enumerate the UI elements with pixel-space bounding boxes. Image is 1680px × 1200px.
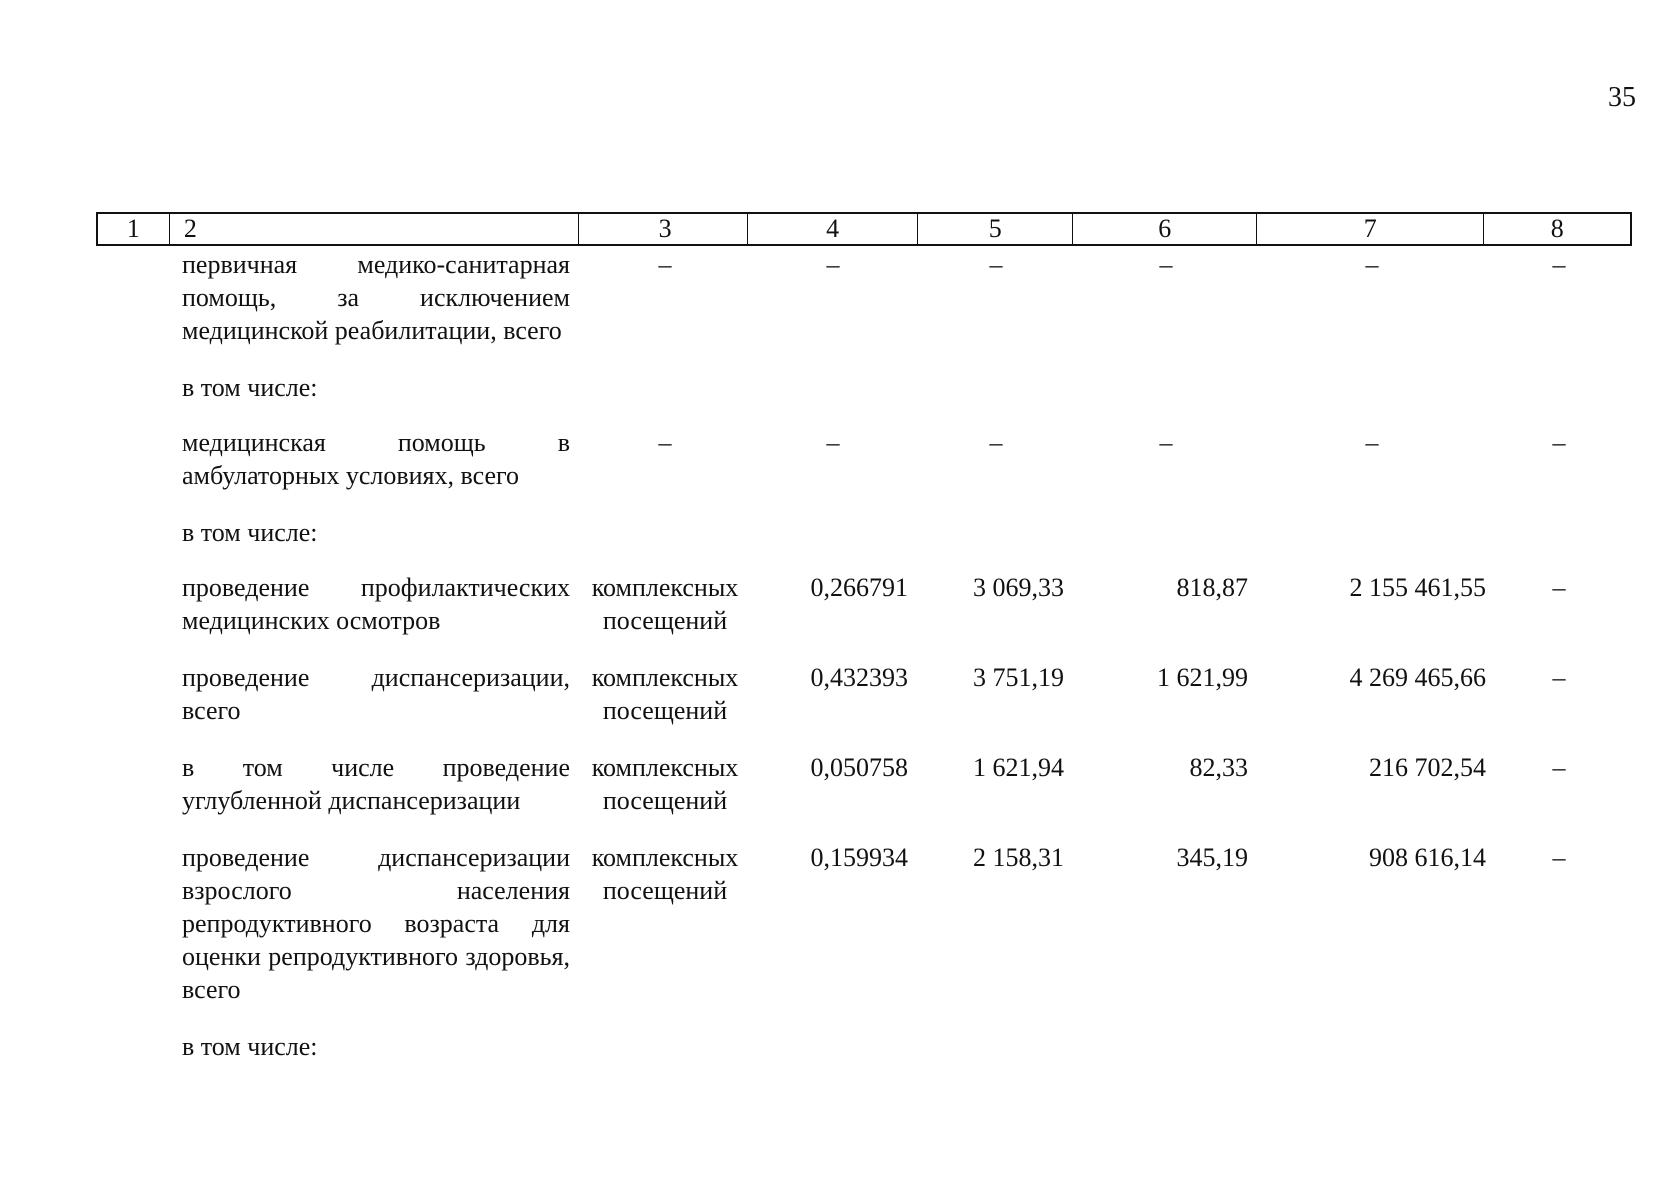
row-value-cell-6: – (1159, 250, 1173, 279)
row-number-cell (96, 1030, 168, 1063)
row-value-cell-6: – (1159, 428, 1173, 457)
table-row-subheading (96, 371, 1632, 404)
row-value-cell-7: 2 155 461,55 (1349, 573, 1486, 602)
table-row-subheading (96, 1030, 1632, 1063)
row-name-cell: медицинская помощь в амбулаторных условиях, всего (182, 428, 570, 490)
row-value-cell-7: – (1365, 428, 1379, 457)
header-cell-6: 6 (1073, 214, 1257, 244)
header-cell-5: 5 (918, 214, 1074, 244)
row-value-cell-8: – (1552, 663, 1566, 692)
row-number-cell (96, 571, 168, 637)
row-unit-cell: комплексных посещений (591, 573, 739, 635)
row-unit-cell: – (658, 250, 672, 279)
row-number-cell (96, 248, 168, 347)
row-value-cell-4: 0,266791 (810, 573, 908, 602)
row-value-cell-8: – (1552, 428, 1566, 457)
row-name-cell: проведение профилактических медицинских осмотров (182, 573, 570, 635)
row-value-cell-4: – (826, 250, 840, 279)
table-row (96, 661, 1632, 727)
row-value-cell-4: 0,159934 (810, 843, 908, 872)
row-value-cell-6: 345,19 (1176, 843, 1248, 872)
row-number-cell (96, 516, 168, 549)
row-value-cell-5: 1 621,94 (973, 753, 1064, 782)
row-value-cell-6: 82,33 (1189, 753, 1248, 782)
row-value-cell-5: – (989, 428, 1003, 457)
row-value-cell-4: 0,432393 (810, 663, 908, 692)
table-header-row (96, 212, 1632, 246)
table-body (96, 248, 1632, 1085)
row-unit-cell: комплексных посещений (591, 843, 739, 905)
row-value-cell-4: – (826, 428, 840, 457)
row-value-cell-7: 4 269 465,66 (1349, 663, 1486, 692)
row-name-cell: в том числе: (182, 373, 318, 402)
row-name-cell: первичная медико-санитарная помощь, за исключением медицинской реабилитации, всего (182, 250, 570, 345)
header-cell-4: 4 (748, 214, 918, 244)
row-unit-cell: комплексных посещений (591, 753, 739, 815)
row-value-cell-7: 216 702,54 (1369, 753, 1486, 782)
row-value-cell-5: 2 158,31 (973, 843, 1064, 872)
row-unit-cell: комплексных посещений (591, 663, 739, 725)
table-row (96, 426, 1632, 492)
row-name-cell: проведение диспансеризации, всего (182, 663, 570, 725)
header-cell-2: 2 (170, 214, 579, 244)
row-value-cell-5: 3 751,19 (973, 663, 1064, 692)
header-cell-1: 1 (98, 214, 170, 244)
row-value-cell-5: – (989, 250, 1003, 279)
row-value-cell-7: – (1365, 250, 1379, 279)
row-value-cell-5: 3 069,33 (973, 573, 1064, 602)
row-value-cell-8: – (1552, 250, 1566, 279)
row-number-cell (96, 371, 168, 404)
row-unit-cell: – (658, 428, 672, 457)
row-name-cell: в том числе: (182, 1032, 318, 1061)
page-number: 35 (1608, 82, 1636, 113)
header-cell-7: 7 (1257, 214, 1484, 244)
row-number-cell (96, 661, 168, 727)
row-name-cell: в том числе: (182, 518, 318, 547)
row-value-cell-6: 818,87 (1176, 573, 1248, 602)
row-number-cell (96, 841, 168, 1006)
row-value-cell-4: 0,050758 (810, 753, 908, 782)
row-name-cell: проведение диспансеризации взрослого населения репродуктивного возраста для оценки репродуктивного здоровья, всего (182, 843, 570, 1004)
row-value-cell-8: – (1552, 573, 1566, 602)
table-row (96, 248, 1632, 347)
row-value-cell-8: – (1552, 843, 1566, 872)
row-name-cell: в том числе проведение углубленной диспансеризации (182, 753, 570, 815)
header-cell-3: 3 (579, 214, 749, 244)
row-value-cell-8: – (1552, 753, 1566, 782)
table-row (96, 571, 1632, 637)
row-number-cell (96, 751, 168, 817)
header-cell-8: 8 (1550, 214, 1564, 243)
row-value-cell-6: 1 621,99 (1157, 663, 1248, 692)
row-number-cell (96, 426, 168, 492)
row-value-cell-7: 908 616,14 (1369, 843, 1486, 872)
table-row (96, 751, 1632, 817)
table-row-subheading (96, 516, 1632, 549)
table-row (96, 841, 1632, 1006)
